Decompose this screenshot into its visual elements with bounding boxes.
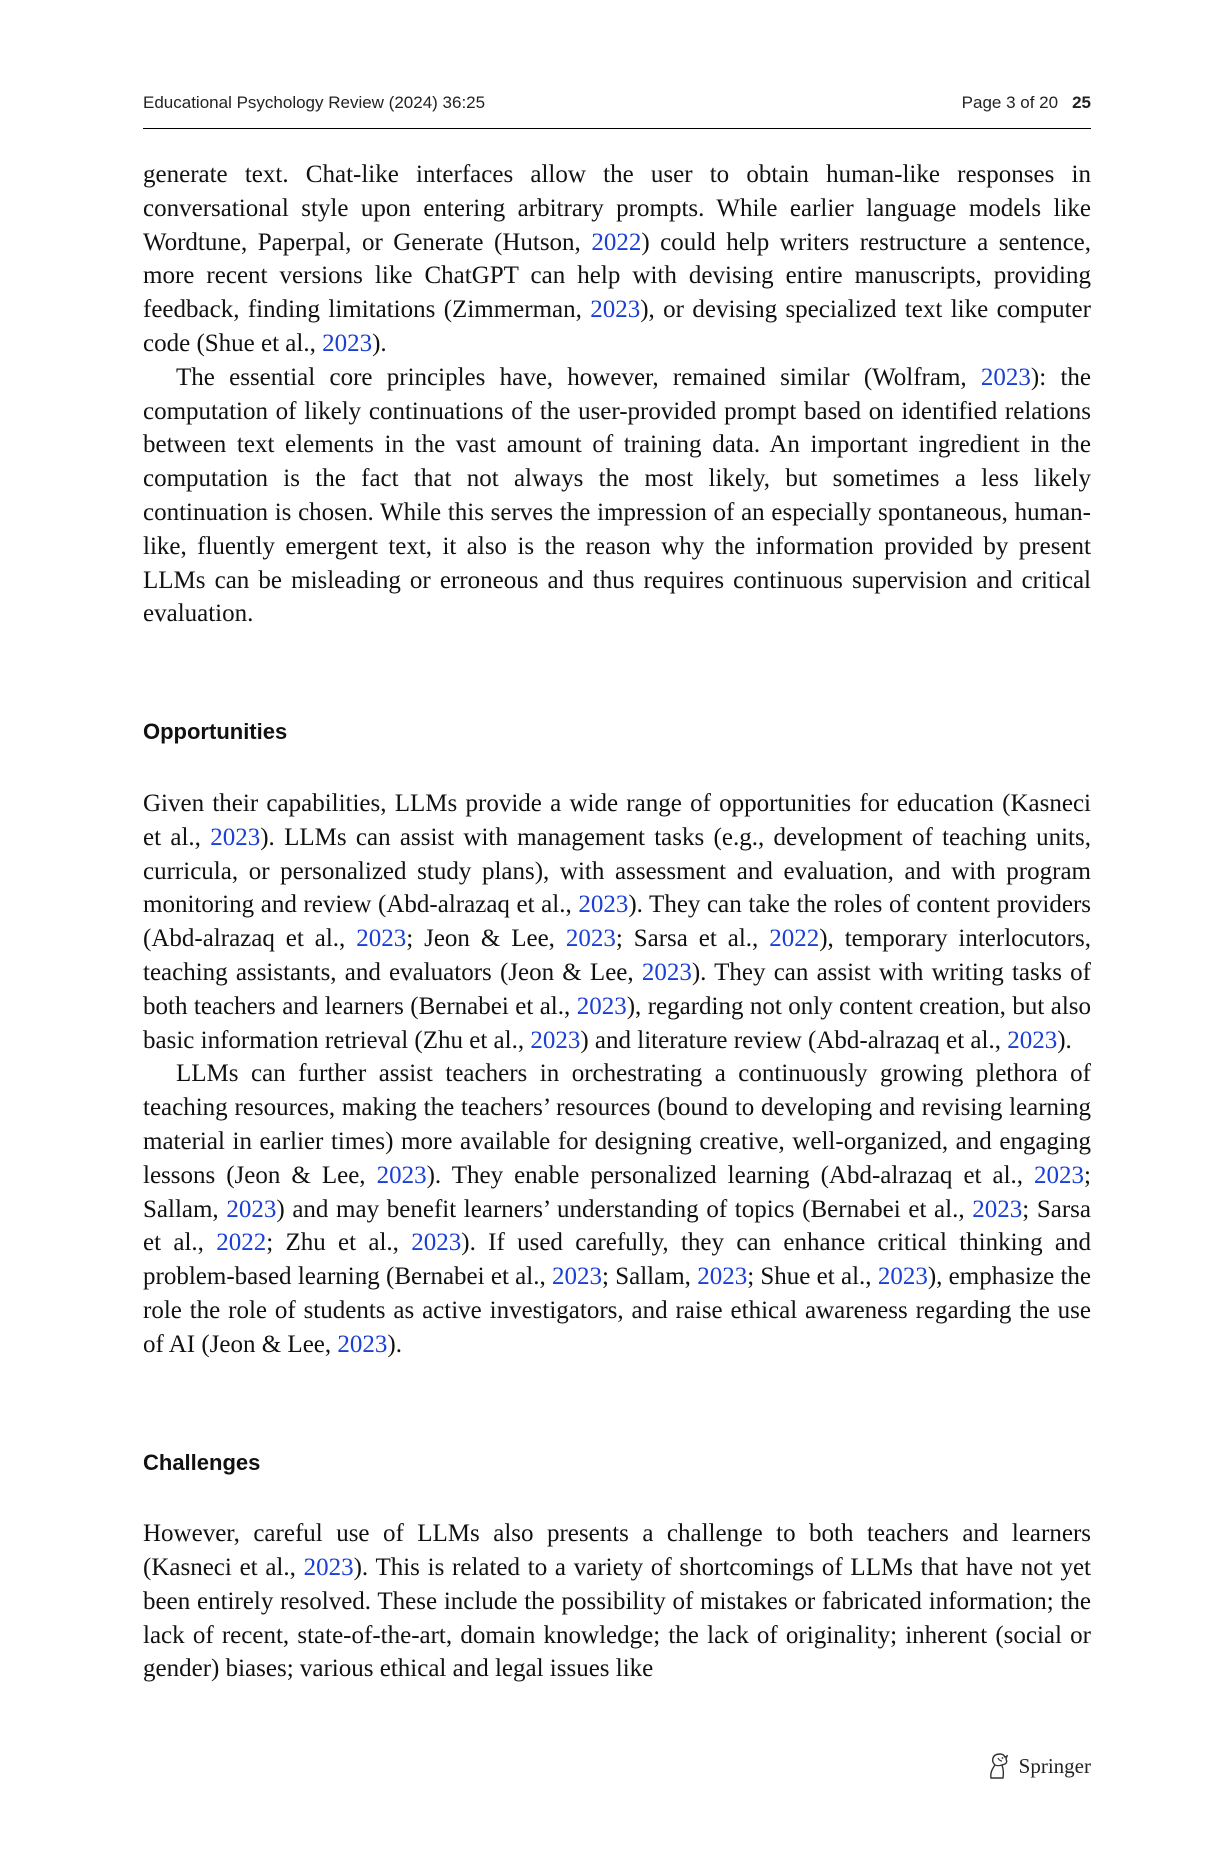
text-run: ). This is related to a variety of shortcomings of LLMs that have not yet been entirely resolved. These include the possibility of mistakes or fabricated information; the lack of recent, state-of-the-art, domain knowledge; the lack of originality; inherent (social or gender) biases; various ethical and legal issues like bbox=[143, 1554, 1091, 1683]
text-run: ; Sarsa et al., bbox=[615, 925, 770, 953]
text-run: Given their capabilities, LLMs provide a wide range of opportunities for education (Kasneci et al., bbox=[143, 789, 1091, 851]
paragraph bbox=[143, 1057, 1091, 1361]
section-heading-challenges: Challenges bbox=[143, 1449, 261, 1475]
text-run: ) and literature review (Abd-alrazaq et al., bbox=[580, 1026, 1008, 1054]
text-run: generate text. Chat-like interfaces allow the user to obtain human-like responses in conversational style upon entering arbitrary prompts. While earlier language models like Wordtune, Paperpal, or Generate (Hutson, bbox=[143, 161, 1091, 256]
text-run: ; Jeon & Lee, bbox=[406, 925, 566, 953]
page-info bbox=[962, 93, 1091, 113]
text-run: ). bbox=[387, 1330, 402, 1358]
text-run: ). bbox=[1057, 1026, 1072, 1054]
citation-year-link[interactable]: 2023 bbox=[322, 329, 373, 357]
citation-year-link[interactable]: 2023 bbox=[578, 891, 629, 919]
citation-year-link[interactable]: 2023 bbox=[697, 1263, 748, 1291]
citation-year-link[interactable]: 2022 bbox=[769, 925, 820, 953]
citation-year-link[interactable]: 2022 bbox=[591, 228, 642, 256]
text-run: ), or devising specialized text like computer code (Shue et al., bbox=[143, 296, 1091, 357]
text-run: LLMs can further assist teachers in orchestrating a continuously growing plethora of teaching resources, making the teachers’ resources (bound to developing and revising learning material in earlier times) more available for designing creative, well-organized, and engaging lessons (Jeon & Lee, bbox=[143, 1060, 1091, 1189]
text-run: ) could help writers restructure a sentence, more recent versions like ChatGPT can help with devising entire manuscripts, providing feedback, finding limitations (Zimmerman, bbox=[143, 228, 1092, 324]
citation-year-link[interactable]: 2023 bbox=[411, 1229, 462, 1257]
citation-year-link[interactable]: 2023 bbox=[210, 823, 261, 851]
citation-year-link[interactable]: 2023 bbox=[303, 1554, 354, 1582]
citation-year-link[interactable]: 2023 bbox=[576, 992, 627, 1020]
citation-year-link[interactable]: 2023 bbox=[356, 925, 407, 953]
citation-year-link[interactable]: 2023 bbox=[565, 925, 616, 953]
main-text bbox=[143, 158, 1091, 1686]
citation-year-link[interactable]: 2023 bbox=[590, 296, 641, 324]
text-run: ) and may benefit learners’ understanding of topics (Bernabei et al., bbox=[276, 1195, 973, 1223]
citation-year-link[interactable]: 2023 bbox=[376, 1161, 427, 1189]
text-run: ; Sallam, bbox=[143, 1161, 1091, 1223]
section-heading-opportunities: Opportunities bbox=[143, 719, 288, 745]
text-run: ), regarding not only content creation, but also basic information retrieval (Zhu et al., bbox=[143, 992, 1091, 1054]
paragraph bbox=[143, 1517, 1091, 1686]
running-header bbox=[143, 93, 1091, 129]
citation-year-link[interactable]: 2023 bbox=[641, 958, 692, 986]
text-run: ; Sarsa et al., bbox=[143, 1195, 1091, 1257]
springer-horse-icon bbox=[985, 1752, 1011, 1780]
citation-year-link[interactable]: 2023 bbox=[552, 1263, 602, 1291]
text-run: ; Shue et al., bbox=[747, 1263, 878, 1291]
text-run: ). They can take the roles of content providers (Abd-alrazaq et al., bbox=[143, 891, 1091, 953]
text-run: ). They enable personalized learning (Abd-alrazaq et al., bbox=[426, 1161, 1035, 1189]
citation-year-link[interactable]: 2023 bbox=[972, 1195, 1023, 1223]
citation-year-link[interactable]: 2023 bbox=[980, 363, 1031, 391]
journal-citation: Educational Psychology Review (2024) 36:25 bbox=[143, 93, 486, 112]
text-run: ): the computation of likely continuations of the user-provided prompt based on identified relations between text elements in the vast amount of training data. An important ingredient in the computation is the fact that not always the most likely, but sometimes a less likely continuation is chosen. While this serves the impression of an especially spontaneous, human-like, fluently emergent text, it also is the reason why the information provided by present LLMs can be misleading or erroneous and thus requires continuous supervision and critical evaluation. bbox=[143, 363, 1091, 628]
publisher-footer bbox=[985, 1752, 1091, 1780]
text-run: ; Zhu et al., bbox=[266, 1229, 412, 1257]
text-run: ; Sallam, bbox=[602, 1263, 698, 1291]
text-run: ). They can assist with writing tasks of both teachers and learners (Bernabei et al., bbox=[143, 958, 1091, 1020]
citation-year-link[interactable]: 2022 bbox=[216, 1229, 267, 1257]
text-run: The essential core principles have, however, remained similar (Wolfram, bbox=[176, 363, 981, 391]
paragraph bbox=[143, 787, 1091, 1057]
citation-year-link[interactable]: 2023 bbox=[226, 1195, 277, 1223]
citation-year-link[interactable]: 2023 bbox=[1034, 1161, 1085, 1189]
publisher-name: Springer bbox=[1018, 1753, 1091, 1778]
citation-year-link[interactable]: 2023 bbox=[337, 1330, 388, 1358]
text-run: ), temporary interlocutors, teaching assistants, and evaluators (Jeon & Lee, bbox=[143, 925, 1091, 986]
article-number: 25 bbox=[1072, 93, 1091, 112]
page-of: Page 3 of 20 bbox=[961, 93, 1059, 112]
text-run: ). If used carefully, they can enhance critical thinking and problem-based learning (Bernabei et al., bbox=[143, 1229, 1091, 1291]
text-run: ), emphasize the role the role of students as active investigators, and raise ethical awareness regarding the use of AI (Jeon & Lee, bbox=[143, 1263, 1092, 1358]
citation-year-link[interactable]: 2023 bbox=[877, 1263, 928, 1291]
citation-year-link[interactable]: 2023 bbox=[1007, 1026, 1058, 1054]
text-run: ). LLMs can assist with management tasks (e.g., development of teaching units, curricula, or personalized study plans), with assessment and evaluation, and with program monitoring and review (Abd-alrazaq et al., bbox=[143, 823, 1091, 919]
citation-year-link[interactable]: 2023 bbox=[530, 1026, 581, 1054]
paragraph bbox=[143, 361, 1091, 631]
text-run: However, careful use of LLMs also presents a challenge to both teachers and learners (Kasneci et al., bbox=[143, 1520, 1091, 1582]
text-run: ). bbox=[372, 329, 387, 357]
paragraph bbox=[143, 158, 1091, 361]
